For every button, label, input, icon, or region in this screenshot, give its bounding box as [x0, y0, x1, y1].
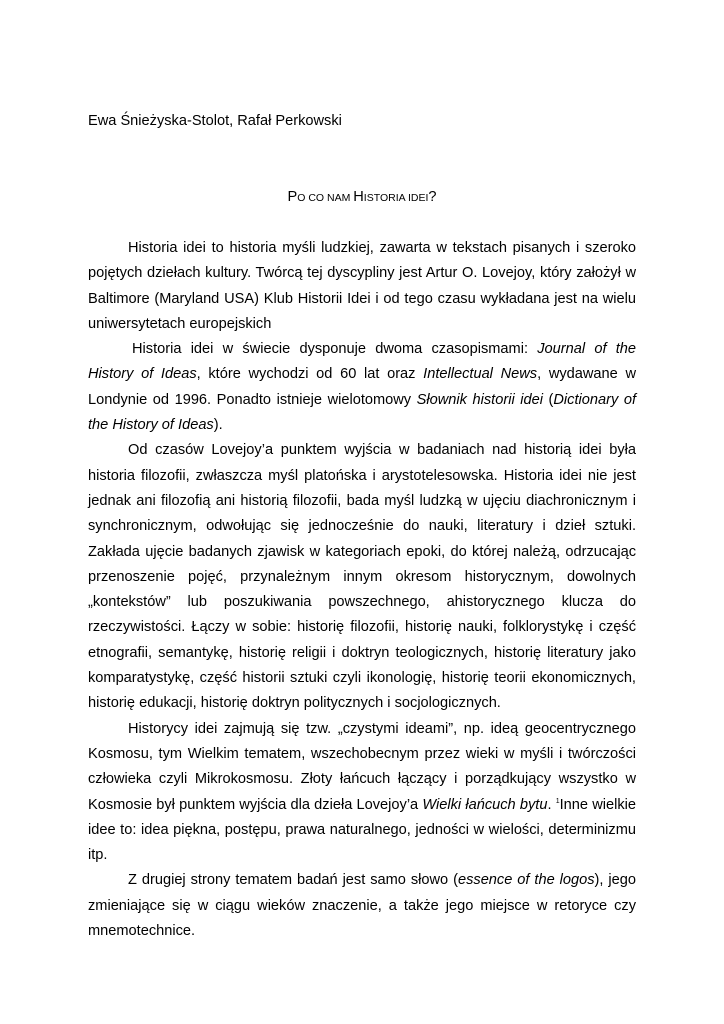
- paragraph-4-text-2: .: [547, 796, 556, 813]
- title-smallcaps-1: O CO NAM: [297, 192, 354, 204]
- paragraph-2-text-2: , które wychodzi od 60 lat oraz: [196, 366, 424, 383]
- document-body: [88, 236, 636, 944]
- title-question-mark: ?: [428, 189, 437, 205]
- dictionary-title-italic: Dictionary of the History of Ideas: [88, 391, 636, 434]
- paragraph-4: [88, 717, 636, 869]
- paragraph-4-text-1: Historycy idei zajmują się tzw. „czystymi ideami”, np. ideą geocentrycznego Kosmosu, tym Wielkim tematem, wszechobecnym przez wieki w myśli i twórczości człowieka czyli Mikrokosmosu. Złoty łańcuch łączący i porządkujący wszystko w Kosmosie był punktem wyjścia dla dzieła Lovejoy’a: [88, 720, 636, 813]
- authors: Ewa Śnieżyska-Stolot, Rafał Perkowski: [88, 113, 342, 129]
- paragraph-2-text-4: (: [542, 391, 554, 408]
- paragraph-1: Historia idei to historia myśli ludzkiej, zawarta w tekstach pisanych i szeroko pojętych dziełach kultury. Twórcą tej dyscypliny jest Artur O. Lovejoy, który założył w Baltimore (Maryland USA) Klub Historii Idei i od tego czasu wykładana jest na wielu uniwersytetach europejskich: [88, 240, 636, 332]
- document-title: [88, 187, 636, 208]
- essence-of-logos-italic: essence of the logos: [457, 872, 595, 889]
- title-cap-h: H: [353, 189, 364, 205]
- title-cap-p: P: [287, 189, 298, 205]
- wielki-lancuch-italic: Wielki łańcuch bytu: [422, 796, 548, 813]
- slownik-title-italic: Słownik historii idei: [416, 391, 543, 408]
- paragraph-2: [88, 337, 636, 438]
- intellectual-news-italic: Intellectual News: [423, 366, 538, 383]
- paragraph-3: Od czasów Lovejoy’a punktem wyjścia w badaniach nad historią idei była historia filozofii, zwłaszcza myśl platońska i arystotelesowska. Historia idei nie jest jednak ani filozofią ani historią filozofii, bada myśl ludzką w ujęciu diachronicznym i synchronicznym, odwołując się jednocześnie do nauki, literatury i dzieł sztuki. Zakłada ujęcie badanych zjawisk w kategoriach epoki, do której należą, odrzucając przenoszenie pojęć, przynależnym innym okresom historycznym, dowolnych „kontekstów” lub poszukiwania powszechnego, ahistorycznego klucza do rzeczywistości. Łączy w sobie: historię filozofii, historię nauki, folklorystykę i część etnografii, semantykę, historię religii i doktryn teologicznych, historię literatury jako komparatystykę, część historii sztuki czyli ikonologię, historię teorii ekonomicznych, historię edukacji, historię doktryn politycznych i socjologicznych.: [88, 442, 636, 712]
- paragraph-5: [88, 868, 636, 944]
- paragraph-5-text-2: ), jego zmieniające się w ciągu wieków znaczenie, a także jego miejsce w retoryce czy mnemotechnice.: [88, 872, 637, 940]
- paragraph-5-text-1: Z drugiej strony tematem badań jest samo słowo (: [128, 872, 458, 889]
- paragraph-4-text-3: Inne wielkie idee to: idea piękna, postępu, prawa naturalnego, jedności w wielości, determinizmu itp.: [88, 796, 636, 864]
- journal-title-italic: Journal of the History of Ideas: [88, 341, 637, 383]
- paragraph-2-text-5: ).: [213, 417, 223, 434]
- title-smallcaps-2: ISTORIA IDEI: [363, 192, 429, 204]
- paragraph-2-text-1: Historia idei w świecie dysponuje dwoma czasopismami:: [132, 341, 538, 358]
- footnote-marker[interactable]: 1: [555, 797, 560, 805]
- paragraph-2-text-3: , wydawane w Londynie od 1996. Ponadto istnieje wielotomowy: [88, 366, 636, 408]
